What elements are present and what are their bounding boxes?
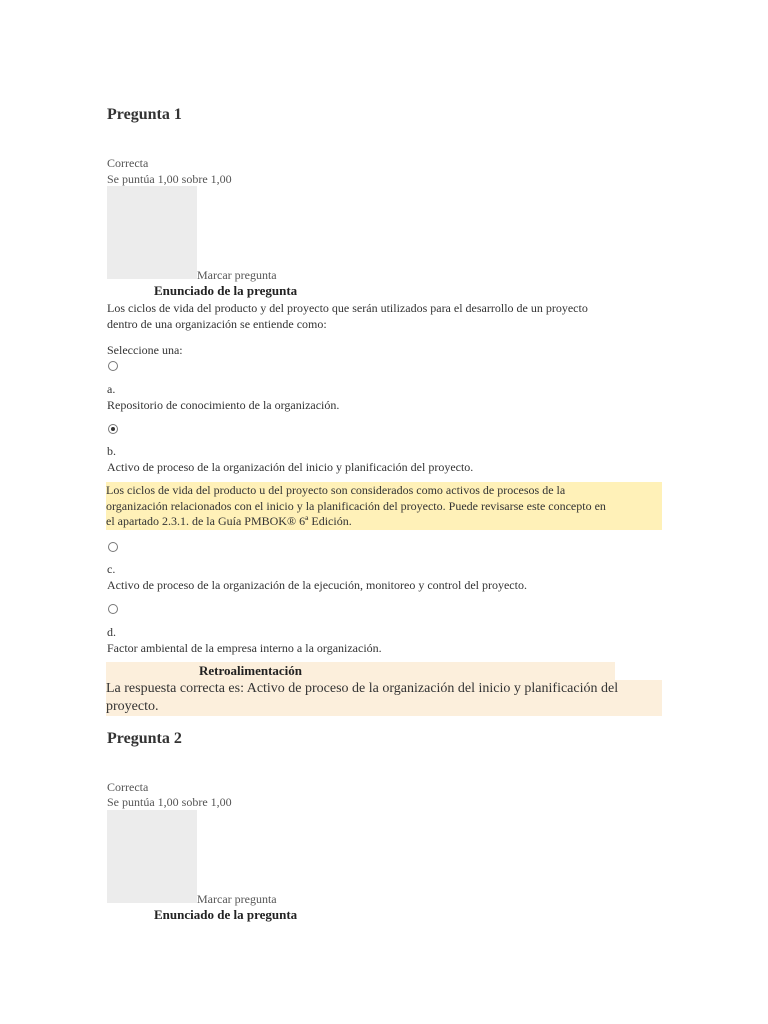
question-1-grade: Se puntúa 1,00 sobre 1,00 <box>107 172 232 186</box>
flag-question-link[interactable]: Marcar pregunta <box>197 268 277 282</box>
statement-line-1: Los ciclos de vida del producto y del proyecto que serán utilizados para el desarrollo de un proyecto <box>107 301 588 315</box>
option-a-radio[interactable] <box>108 361 118 371</box>
specific-feedback-line-3: el apartado 2.3.1. de la Guía PMBOK® 6ª Edición. <box>106 514 352 528</box>
option-c-text[interactable]: Activo de proceso de la organización de la ejecución, monitoreo y control del proyecto. <box>107 578 527 592</box>
option-b-text[interactable]: Activo de proceso de la organización del inicio y planificación del proyecto. <box>107 460 474 474</box>
question-2-state: Correcta <box>107 780 149 794</box>
flag-question-link-2[interactable]: Marcar pregunta <box>197 892 277 906</box>
statement-heading: Enunciado de la pregunta <box>154 283 298 298</box>
select-one-prompt: Seleccione una: <box>107 343 183 357</box>
option-d-radio[interactable] <box>108 604 118 614</box>
feedback-heading: Retroalimentación <box>199 663 303 678</box>
option-c-radio[interactable] <box>108 542 118 552</box>
option-b-radio[interactable] <box>108 424 118 434</box>
question-1-state: Correcta <box>107 156 149 170</box>
option-c-letter: c. <box>107 562 116 576</box>
specific-feedback-line-2: organización relacionados con el inicio y la planificación del proyecto. Puede revisarse este concepto en <box>106 498 606 513</box>
option-d-text[interactable]: Factor ambiental de la empresa interno a la organización. <box>107 641 382 655</box>
question-2-grade: Se puntúa 1,00 sobre 1,00 <box>107 795 232 809</box>
general-feedback-line-1: La respuesta correcta es: Activo de proceso de la organización del inicio y planificación del <box>106 681 619 696</box>
option-b-letter: b. <box>107 444 116 458</box>
flag-icon-placeholder-2[interactable] <box>107 810 197 903</box>
general-feedback <box>106 680 662 716</box>
flag-icon-placeholder[interactable] <box>107 186 197 279</box>
option-a-letter: a. <box>107 382 116 396</box>
question-1-title: Pregunta 1 <box>107 106 182 123</box>
feedback-heading-box <box>106 662 615 680</box>
option-a-text[interactable]: Repositorio de conocimiento de la organización. <box>107 398 340 412</box>
specific-feedback <box>106 482 662 530</box>
general-feedback-line-2: proyecto. <box>106 699 159 714</box>
specific-feedback-line-1: Los ciclos de vida del producto u del proyecto son considerados como activos de procesos de la <box>106 483 566 497</box>
question-2-title: Pregunta 2 <box>107 730 182 747</box>
statement-heading-2: Enunciado de la pregunta <box>154 907 298 922</box>
option-d-letter: d. <box>107 625 116 639</box>
statement-line-2: dentro de una organización se entiende como: <box>107 317 327 331</box>
